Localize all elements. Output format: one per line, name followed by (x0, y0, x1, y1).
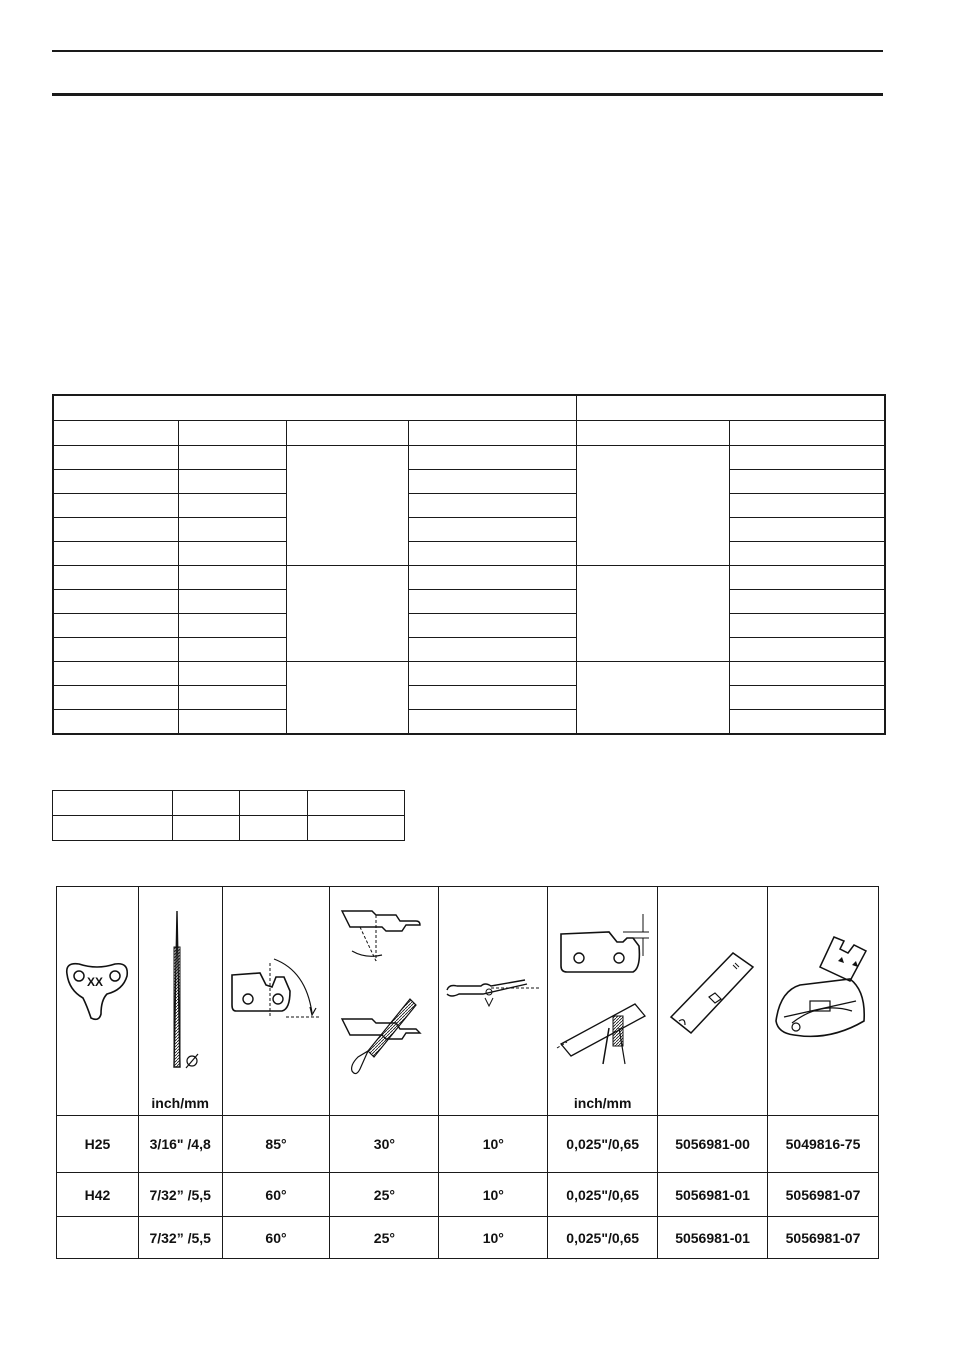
guide-angle: 25° (330, 1217, 439, 1259)
depth-gauge-cell (548, 887, 658, 1116)
depth-gauge-setting: 0,025"/0,65 (548, 1173, 658, 1217)
tilt-angle-cell (439, 887, 548, 1116)
header-rule-top (52, 50, 883, 52)
table-row (53, 541, 885, 565)
depth-tool-part: 5056981-01 (658, 1173, 768, 1217)
combination-table (52, 394, 886, 735)
table-row (53, 445, 885, 469)
table-row (53, 565, 885, 589)
sharpening-spec-table (56, 886, 879, 1259)
table-row (57, 1217, 879, 1259)
file-tilt-angle-icon (441, 966, 545, 1016)
top-plate-angle: 85° (222, 1116, 330, 1173)
file-diameter: 7/32” /5,5 (138, 1217, 222, 1259)
table-header-row (53, 395, 885, 420)
table-row (53, 685, 885, 709)
round-file-cell (138, 887, 222, 1116)
table-row (53, 613, 885, 637)
table-row (57, 1116, 879, 1173)
file-holder-part: 5049816-75 (768, 1116, 879, 1173)
file-diameter: 3/16" /4,8 (138, 1116, 222, 1173)
depth-gauge-setting: 0,025"/0,65 (548, 1217, 658, 1259)
chain-code: H42 (57, 1173, 139, 1217)
depth-gauge-tool-icon (663, 941, 763, 1041)
file-holder-icon (770, 931, 876, 1051)
depth-gauge-setting-icon (553, 904, 653, 1078)
tilt-angle: 10° (439, 1217, 548, 1259)
tilt-angle: 10° (439, 1116, 548, 1173)
guide-angle: 25° (330, 1173, 439, 1217)
table-row (53, 816, 405, 841)
top-plate-angle-cell (222, 887, 330, 1116)
illustration-row (57, 887, 879, 1116)
table-row (53, 637, 885, 661)
drive-link-mark: XX (87, 975, 104, 989)
file-diameter: 7/32” /5,5 (138, 1173, 222, 1217)
drive-link-cell (57, 887, 139, 1116)
table-row (53, 493, 885, 517)
table-row (57, 1173, 879, 1217)
depth-gauge-unit: inch/mm (573, 1095, 632, 1111)
chain-code: H25 (57, 1116, 139, 1173)
table-row (53, 469, 885, 493)
cutter-top-plate-angle-icon (226, 951, 326, 1031)
file-diameter-unit: inch/mm (151, 1095, 209, 1111)
depth-tool-part: 5056981-01 (658, 1217, 768, 1259)
top-plate-angle: 60° (222, 1217, 330, 1259)
table-row (53, 709, 885, 734)
table-row (53, 517, 885, 541)
guide-angle: 30° (330, 1116, 439, 1173)
file-holder-cell (768, 887, 879, 1116)
round-file-icon (150, 907, 210, 1075)
table-subheader-row (53, 420, 885, 445)
file-holder-part: 5056981-07 (768, 1217, 879, 1259)
header-rule-bottom (52, 93, 883, 96)
small-table (52, 790, 405, 841)
chain-code (57, 1217, 139, 1259)
depth-tool-cell (658, 887, 768, 1116)
table-row (53, 589, 885, 613)
table-row (53, 791, 405, 816)
depth-tool-part: 5056981-00 (658, 1116, 768, 1173)
tilt-angle: 10° (439, 1173, 548, 1217)
depth-gauge-setting: 0,025"/0,65 (548, 1116, 658, 1173)
top-plate-angle: 60° (222, 1173, 330, 1217)
file-guide-angle-icon (336, 901, 432, 1081)
file-holder-part: 5056981-07 (768, 1173, 879, 1217)
drive-link-icon (61, 956, 133, 1026)
guide-angle-cell (330, 887, 439, 1116)
table-row (53, 661, 885, 685)
